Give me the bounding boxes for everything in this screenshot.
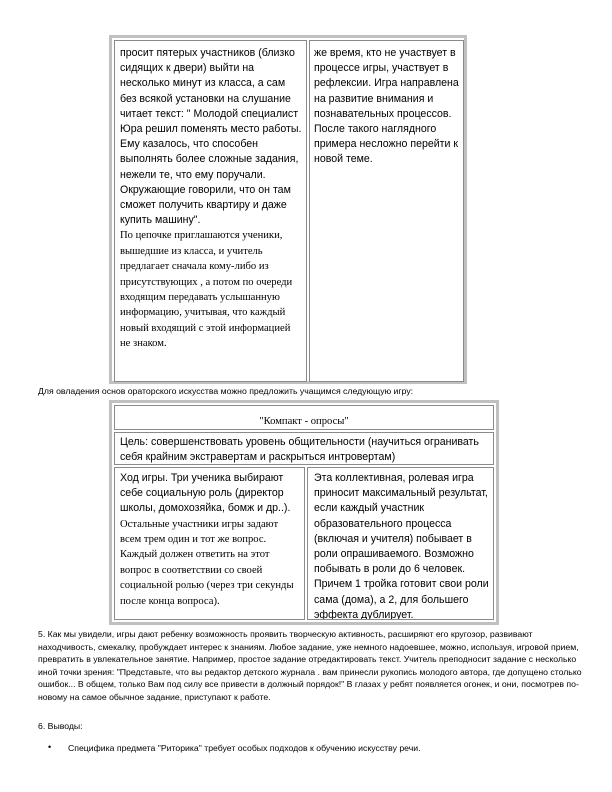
- game-rules-continued: Остальные участники игры задают всем трем один и тот же вопрос. Каждый должен ответить на этот вопрос в соответствии со своей социальной ролью (через три секунды после конца вопроса).: [120, 518, 294, 607]
- game-title: "Компакт - опросы": [259, 416, 349, 427]
- game-reflection-text: же время, кто не участвует в процессе игры, участвует в рефлексии. Игра направлена на развитие внимания и познавательных процессов. После такого наглядного примера несложно перейти к новой теме.: [314, 47, 459, 166]
- game-title-cell: [114, 405, 494, 430]
- table-cell-left: [114, 467, 305, 620]
- table-cell-right: [309, 40, 464, 382]
- list-item: Специфика предмета "Риторика" требует особых подходов к обучению искусству речи.: [68, 743, 421, 753]
- heading-6: 6. Выводы:: [38, 721, 83, 731]
- table-continued: [109, 35, 467, 384]
- game-table: [109, 400, 499, 625]
- game-description-text: просит пятерых участников (близко сидящих к двери) выйти на несколько минут из класса, а сам без всякой установки на слушание читает текст: " Молодой специалист Юра решил поменять место работы. Ему казалось, что способен выполнять более сложные задания, нежели те, что ему поручали. Окружающие говорили, что он там сможет получить квартиру и даже купить машину".: [120, 47, 302, 227]
- game-goal: Цель: совершенствовать уровень общительности (научиться огранивать себя крайним экстравертам и раскрыться интровертам): [120, 436, 479, 464]
- table-cell-right: [307, 467, 494, 620]
- game-result-text: Эта коллективная, ролевая игра приносит максимальный результат, если каждый участник образовательного процесса (включая и учителя) побывает в роли опрашиваемого. Возможно побывать в роли до 6 человек. Причем 1 тройка готовит свои роли сама (дома), а 2, для большего эффекта дублирует.: [314, 472, 489, 620]
- table-cell-left: [114, 40, 307, 382]
- bullet-icon: •: [48, 742, 52, 752]
- paragraph-5: 5. Как мы увидели, игры дают ребенку возможность проявить творческую активность, расширяют его кругозор, развивают находчивость, смекалку, пробуждает интерес к знаниям. Любое задание, уже немного надоевшее, можно, используя, игровой прием, превратить в увлекательное занятие. Например, простое задание отредактировать текст. Учитель преподносит задание с несколько иной точки зрения: "Представьте, что вы редактор детского журнала . вам принесли рукопись молодого автора, где допущено столько ошибок... В общем, только Вам под силу все привести в должный порядок!" В глазах у ребят появляется огонек, и они, посмотрев по-новому на самое обычное задание, приступают к работе.: [38, 629, 582, 702]
- game-rules-text: Ход игры. Три ученика выбирают себе социальную роль (директор школы, домохозяйка, бомж и др..).: [120, 472, 291, 515]
- game-procedure-text: По цепочке приглашаются ученики, вышедшие из класса, и учитель предлагает сначала кому-либо из присутствующих , а потом по очереди входящим передавать услышанную информацию, учитывая, что каждый новый входящий с этой информацией не знаком.: [120, 230, 293, 350]
- intro-line: Для овладения основ ораторского искусства можно предложить учащимся следующую игру:: [38, 386, 414, 396]
- game-goal-cell: [114, 432, 494, 465]
